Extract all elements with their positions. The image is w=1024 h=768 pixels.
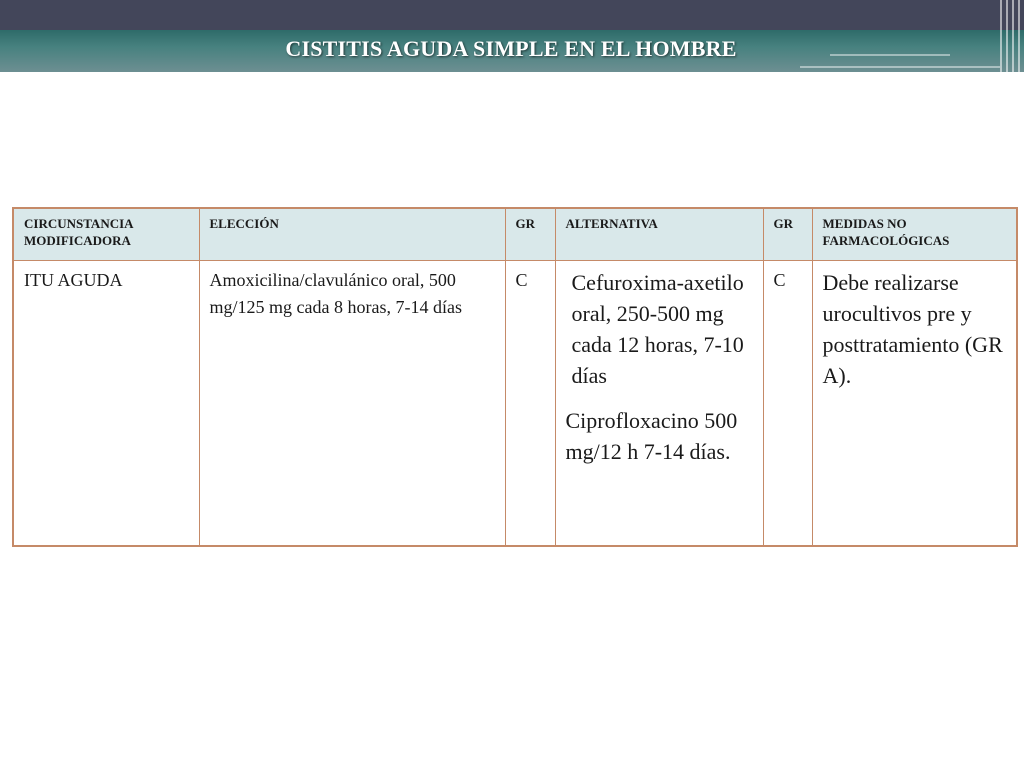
header-gr-alternativa: GR (763, 208, 812, 260)
table-header-row (13, 208, 1017, 260)
cell-gr-alternativa (763, 260, 812, 546)
header-circunstancia: CIRCUNSTANCIA MODIFICADORA (13, 208, 199, 260)
cell-eleccion (199, 260, 505, 546)
gr-alternativa-text: C (773, 269, 786, 290)
alternativa-cefuroxima-text: Cefuroxima-axetilo oral, 250-500 mg cada 12 horas, 7-10 días (571, 269, 744, 388)
header-dark-stripe (0, 0, 1024, 30)
treatment-table (12, 207, 1018, 547)
slide-title: CISTITIS AGUDA SIMPLE EN EL HOMBRE (285, 36, 737, 61)
table-row (13, 260, 1017, 546)
eleccion-text: Amoxicilina/clavulánico oral, 500 mg/125 mg cada 8 horas, 7-14 días (209, 269, 462, 317)
header-gr-eleccion: GR (505, 208, 555, 260)
header-eleccion: ELECCIÓN (199, 208, 505, 260)
slide-header-band (0, 0, 1024, 72)
cell-gr-eleccion (505, 260, 555, 546)
decorative-line (800, 66, 1000, 68)
medidas-text: Debe realizarse urocultivos pre y posttratamiento (GR A). (822, 269, 1003, 388)
cell-medidas (812, 260, 1017, 546)
gr-eleccion-text: C (515, 269, 528, 290)
header-medidas: MEDIDAS NO FARMACOLÓGICAS (812, 208, 1017, 260)
header-alternativa: ALTERNATIVA (555, 208, 763, 260)
cell-circunstancia (13, 260, 199, 546)
circunstancia-text: ITU AGUDA (24, 269, 123, 290)
alternativa-ciprofloxacino-text: Ciprofloxacino 500 mg/12 h 7-14 días. (565, 407, 738, 464)
cell-alternativa (555, 260, 763, 546)
